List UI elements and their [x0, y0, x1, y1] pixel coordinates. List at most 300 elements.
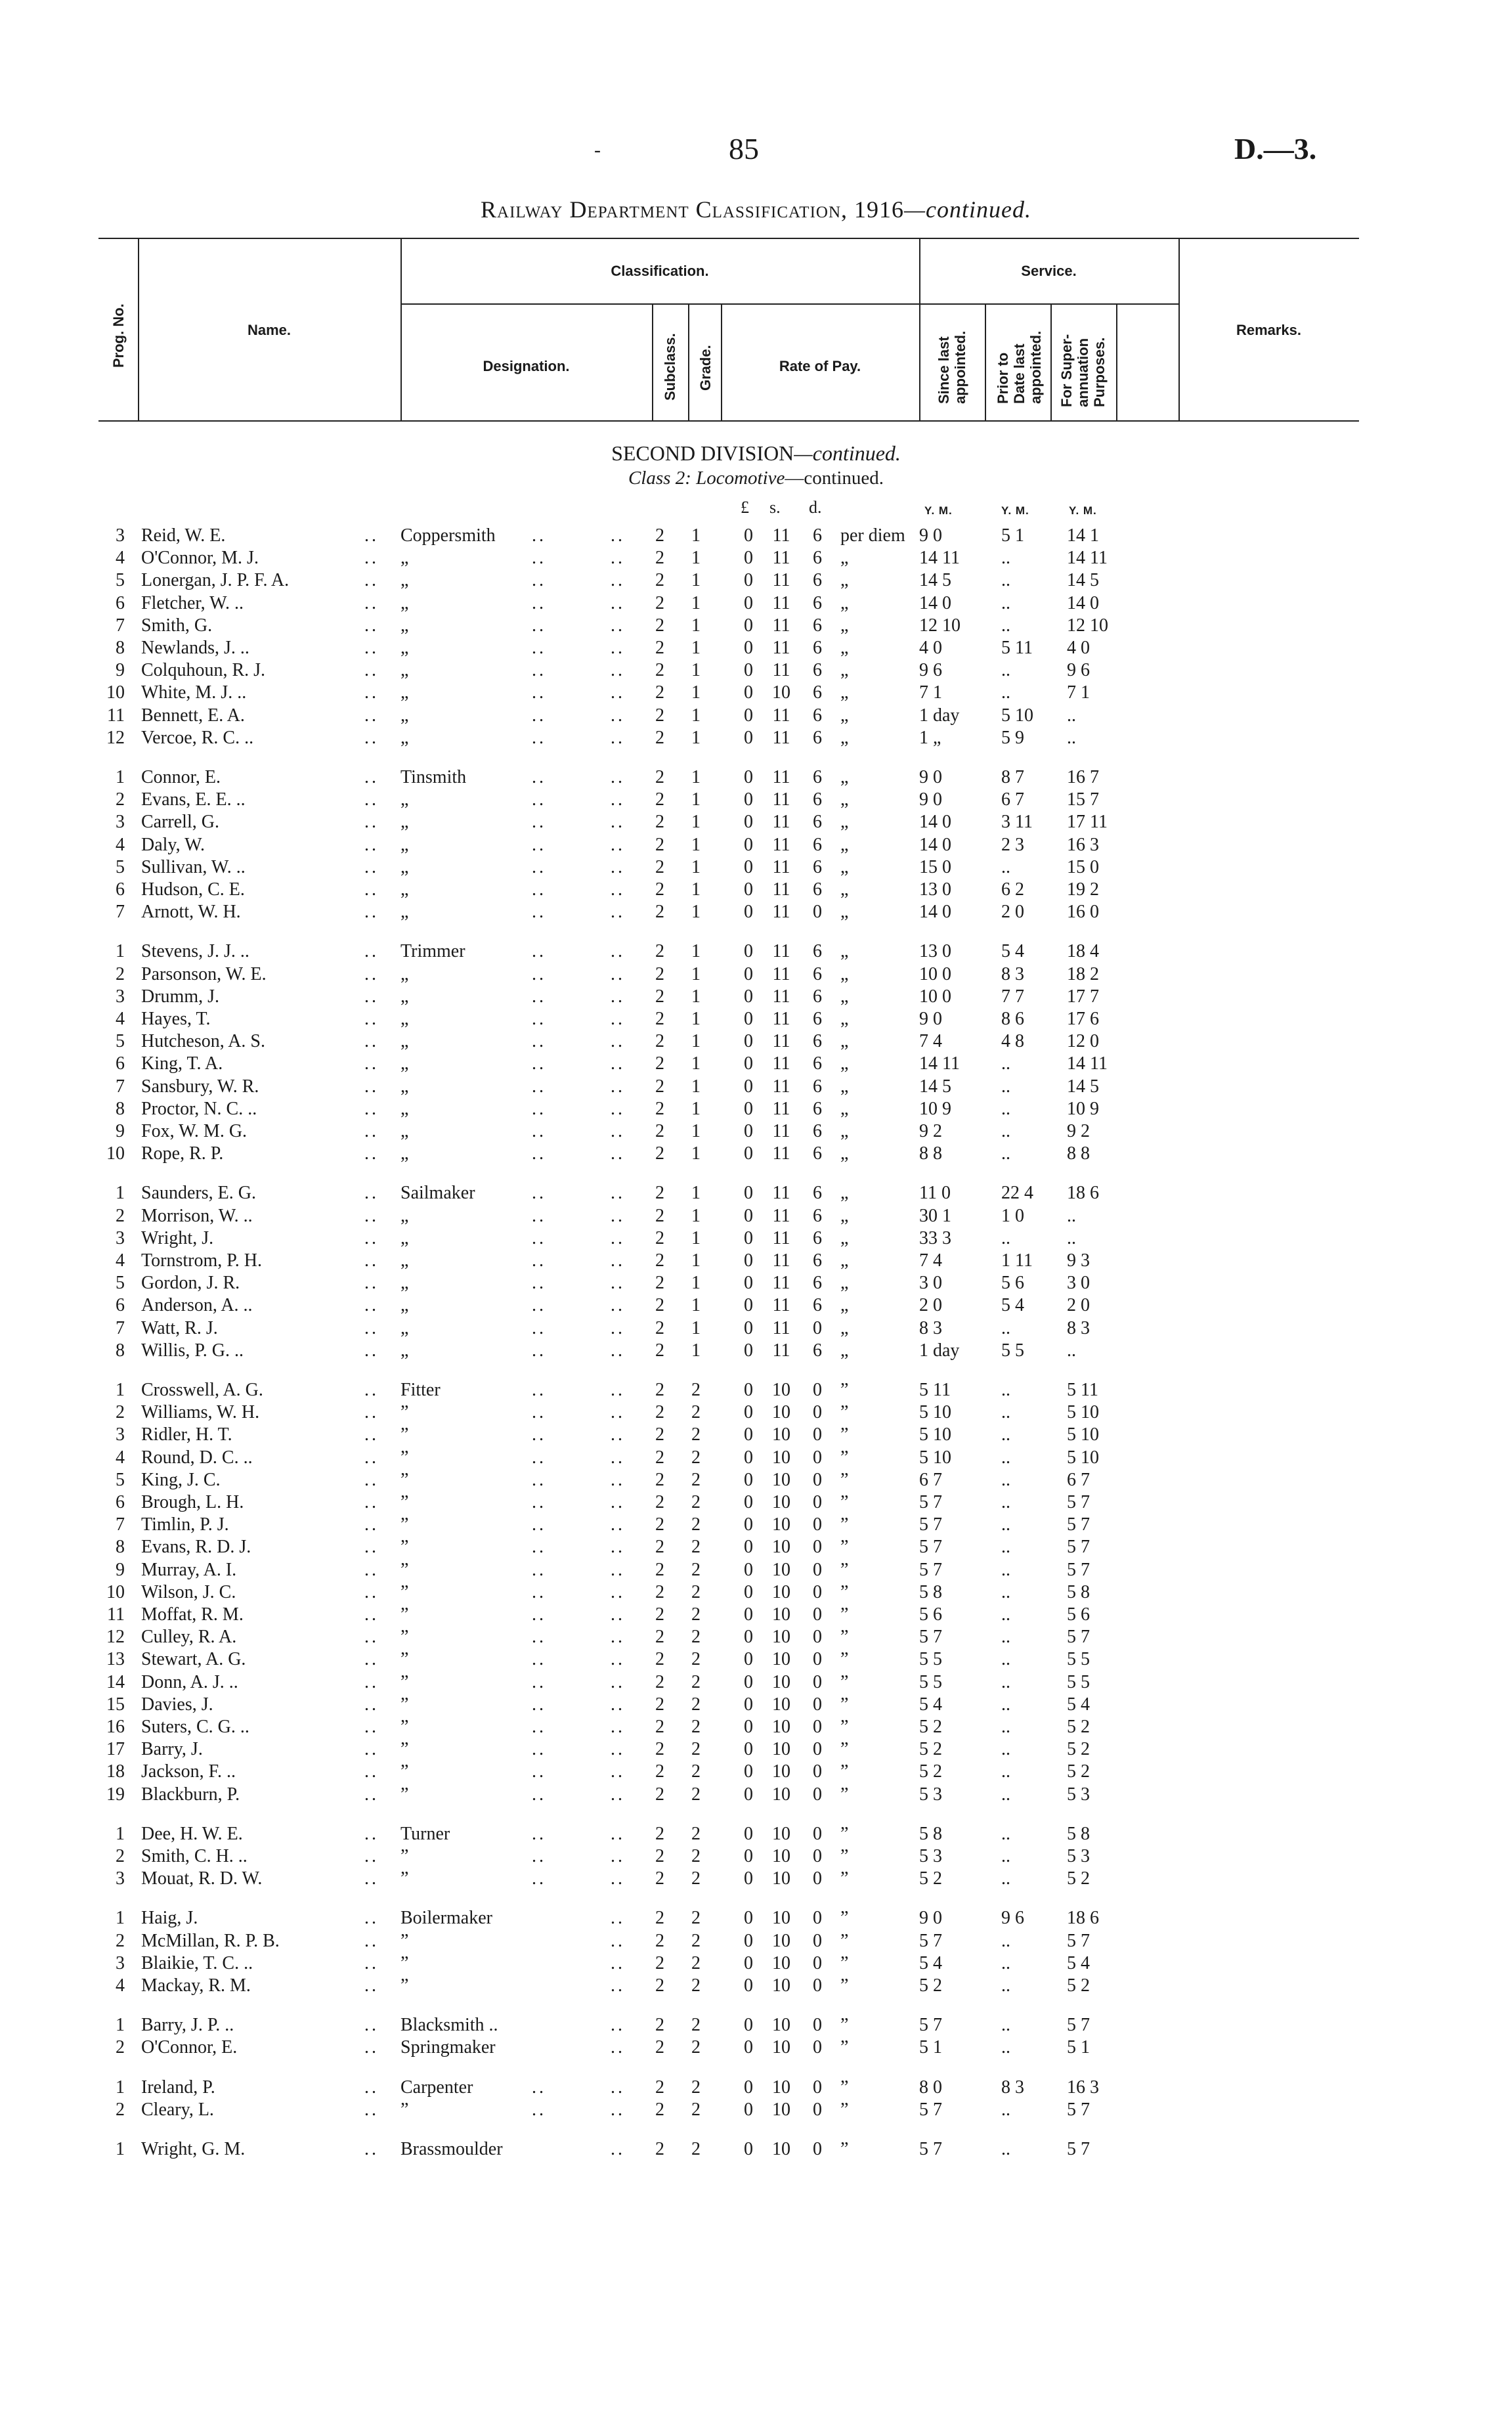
leader-dots: ..	[611, 1908, 625, 1928]
pay-pounds: 0	[744, 902, 753, 922]
leader-dots: ..	[611, 789, 625, 810]
table-row	[0, 1340, 1512, 1363]
prog-no: 16	[106, 1717, 125, 1737]
pay-pence: 6	[813, 682, 822, 703]
subclass: 2	[655, 1672, 664, 1692]
service-superannuation: ..	[1067, 728, 1076, 748]
subclass: 2	[655, 1560, 664, 1580]
pay-pounds: 0	[744, 1694, 753, 1715]
leader-dots: ..	[532, 638, 546, 658]
table-row	[0, 2015, 1512, 2037]
table-row	[0, 941, 1512, 963]
table-row	[0, 638, 1512, 660]
pay-pounds: 0	[744, 2077, 753, 2098]
leader-dots: ..	[532, 1694, 546, 1715]
subclass: 2	[655, 1868, 664, 1889]
pay-unit: ”	[840, 1402, 849, 1422]
leader-dots: ..	[611, 1228, 625, 1248]
prog-no: 8	[116, 1537, 125, 1557]
designation: ”	[400, 1560, 409, 1580]
pay-pence: 6	[813, 941, 822, 961]
service-since-last: 5 2	[919, 1868, 942, 1889]
pay-pence: 0	[813, 1953, 822, 1973]
pay-shillings: 11	[772, 812, 790, 832]
service-prior: ..	[1001, 1649, 1010, 1669]
leader-dots: ..	[364, 1121, 379, 1141]
pay-shillings: 11	[772, 941, 790, 961]
leader-dots: ..	[532, 1318, 546, 1338]
leader-dots: ..	[611, 1340, 625, 1361]
leader-dots: ..	[532, 593, 546, 613]
leader-dots: ..	[364, 1931, 379, 1951]
employee-name: Jackson, F. ..	[141, 1761, 236, 1782]
pay-shillings: 11	[772, 1228, 790, 1248]
pay-pence: 6	[813, 879, 822, 900]
grade: 1	[691, 902, 701, 922]
pay-pence: 6	[813, 660, 822, 680]
prog-no: 7	[116, 615, 125, 636]
employee-name: Arnott, W. H.	[141, 902, 241, 922]
leader-dots: ..	[532, 1824, 546, 1844]
subclass: 2	[655, 615, 664, 636]
employee-name: Watt, R. J.	[141, 1318, 218, 1338]
service-superannuation: 10 9	[1067, 1099, 1099, 1119]
service-prior: 8 3	[1001, 964, 1024, 984]
designation: „	[400, 857, 409, 877]
leader-dots: ..	[364, 1295, 379, 1315]
col-grade: Grade.	[697, 345, 714, 391]
pay-unit: ”	[840, 1447, 849, 1468]
pay-pence: 0	[813, 1424, 822, 1445]
table-row	[0, 1424, 1512, 1447]
leader-dots: ..	[532, 1206, 546, 1226]
service-superannuation: 8 3	[1067, 1318, 1090, 1338]
pay-pounds: 0	[744, 1975, 753, 1996]
service-superannuation: 8 8	[1067, 1143, 1090, 1164]
pay-unit: „	[840, 1053, 849, 1074]
service-since-last: 5 8	[919, 1582, 942, 1602]
designation: „	[400, 1076, 409, 1097]
subclass: 2	[655, 1953, 664, 1973]
table-row	[0, 660, 1512, 682]
service-prior: ..	[1001, 548, 1010, 568]
leader-dots: ..	[611, 1931, 625, 1951]
table-row	[0, 1447, 1512, 1470]
leader-dots: ..	[364, 879, 379, 900]
service-since-last: 8 0	[919, 2077, 942, 2098]
prog-no: 3	[116, 1868, 125, 1889]
pay-unit: ”	[840, 1846, 849, 1866]
pay-shillings: 10	[772, 1672, 790, 1692]
prog-no: 2	[116, 1206, 125, 1226]
leader-dots: ..	[532, 1492, 546, 1512]
leader-dots: ..	[611, 1492, 625, 1512]
leader-dots: ..	[364, 1228, 379, 1248]
pay-pence: 0	[813, 2139, 822, 2159]
pay-shillings: 11	[772, 986, 790, 1007]
pay-shillings: 11	[772, 1250, 790, 1271]
subclass: 2	[655, 1931, 664, 1951]
service-superannuation: 17 11	[1067, 812, 1108, 832]
subclass: 2	[655, 879, 664, 900]
col-remarks: Remarks.	[1236, 322, 1302, 338]
subclass: 2	[655, 857, 664, 877]
pay-unit: ”	[840, 1627, 849, 1647]
service-prior: ..	[1001, 1470, 1010, 1490]
table-row	[0, 902, 1512, 924]
leader-dots: ..	[532, 789, 546, 810]
pay-pounds: 0	[744, 789, 753, 810]
pay-shillings: 10	[772, 682, 790, 703]
prog-no: 4	[116, 1447, 125, 1468]
leader-dots: ..	[532, 660, 546, 680]
service-prior: ..	[1001, 682, 1010, 703]
unit-years-months: Y. M.	[924, 504, 953, 517]
designation: „	[400, 1295, 409, 1315]
table-row	[0, 1560, 1512, 1582]
pay-shillings: 10	[772, 1717, 790, 1737]
pay-pounds: 0	[744, 1846, 753, 1866]
grade: 2	[691, 1694, 701, 1715]
unit-years-months: Y. M.	[1001, 504, 1029, 517]
service-superannuation: 9 3	[1067, 1250, 1090, 1271]
leader-dots: ..	[364, 1582, 379, 1602]
pay-pence: 0	[813, 1514, 822, 1535]
grade: 2	[691, 1784, 701, 1805]
grade: 2	[691, 1975, 701, 1996]
service-prior: ..	[1001, 2015, 1010, 2035]
subclass: 2	[655, 1295, 664, 1315]
service-prior: ..	[1001, 1672, 1010, 1692]
pay-pence: 0	[813, 1649, 822, 1669]
pay-pounds: 0	[744, 638, 753, 658]
employee-name: Davies, J.	[141, 1694, 213, 1715]
grade: 2	[691, 1824, 701, 1844]
table-row	[0, 835, 1512, 857]
employee-name: O'Connor, E.	[141, 2037, 238, 2057]
leader-dots: ..	[532, 1402, 546, 1422]
pay-pounds: 0	[744, 1143, 753, 1164]
prog-no: 14	[106, 1672, 125, 1692]
pay-shillings: 10	[772, 1447, 790, 1468]
service-prior: ..	[1001, 1053, 1010, 1074]
subclass: 2	[655, 1582, 664, 1602]
service-prior: ..	[1001, 660, 1010, 680]
employee-name: Wright, G. M.	[141, 2139, 246, 2159]
prog-no: 11	[107, 1604, 125, 1625]
designation: „	[400, 964, 409, 984]
pay-shillings: 11	[772, 615, 790, 636]
leader-dots: ..	[364, 1784, 379, 1805]
table-row	[0, 1076, 1512, 1099]
pay-pence: 0	[813, 1784, 822, 1805]
unit-shillings: s.	[769, 498, 781, 517]
leader-dots: ..	[611, 1447, 625, 1468]
designation: Boilermaker	[400, 1908, 492, 1928]
table-row	[0, 1250, 1512, 1273]
pay-shillings: 11	[772, 1099, 790, 1119]
service-superannuation: 5 7	[1067, 1537, 1090, 1557]
designation: „	[400, 615, 409, 636]
service-superannuation: 14 1	[1067, 525, 1099, 546]
leader-dots: ..	[611, 638, 625, 658]
grade: 2	[691, 1582, 701, 1602]
service-superannuation: 5 7	[1067, 1931, 1090, 1951]
pay-pence: 6	[813, 789, 822, 810]
leader-dots: ..	[611, 2015, 625, 2035]
subclass: 2	[655, 1228, 664, 1248]
pay-pence: 6	[813, 705, 822, 726]
pay-pounds: 0	[744, 1604, 753, 1625]
pay-shillings: 10	[772, 1649, 790, 1669]
leader-dots: ..	[532, 1340, 546, 1361]
service-since-last: 5 7	[919, 1514, 942, 1535]
col-rate-of-pay: Rate of Pay.	[779, 358, 861, 374]
table-row	[0, 2139, 1512, 2161]
leader-dots: ..	[364, 986, 379, 1007]
table-row	[0, 1761, 1512, 1784]
employee-name: Smith, C. H. ..	[141, 1846, 248, 1866]
employee-name: Williams, W. H.	[141, 1402, 260, 1422]
pay-pence: 6	[813, 1250, 822, 1271]
designation: ”	[400, 1537, 409, 1557]
pay-pounds: 0	[744, 812, 753, 832]
pay-pence: 0	[813, 1380, 822, 1400]
table-row	[0, 986, 1512, 1009]
pay-unit: „	[840, 1099, 849, 1119]
table-row	[0, 2037, 1512, 2059]
leader-dots: ..	[532, 1470, 546, 1490]
leader-dots: ..	[611, 1694, 625, 1715]
prog-no: 12	[106, 728, 125, 748]
pay-unit: ”	[840, 1470, 849, 1490]
pay-shillings: 11	[772, 1031, 790, 1051]
employee-name: Brough, L. H.	[141, 1492, 244, 1512]
prog-no: 1	[116, 1908, 125, 1928]
leader-dots: ..	[611, 1953, 625, 1973]
leader-dots: ..	[611, 1402, 625, 1422]
employee-name: Wilson, J. C.	[141, 1582, 236, 1602]
leader-dots: ..	[364, 1424, 379, 1445]
leader-dots: ..	[611, 1295, 625, 1315]
prog-no: 4	[116, 1009, 125, 1029]
pay-unit: ”	[840, 1739, 849, 1759]
pay-unit: ”	[840, 1824, 849, 1844]
prog-no: 9	[116, 1121, 125, 1141]
prog-no: 5	[116, 570, 125, 590]
service-since-last: 5 1	[919, 2037, 942, 2057]
leader-dots: ..	[532, 1537, 546, 1557]
service-prior: 5 9	[1001, 728, 1024, 748]
employee-name: Saunders, E. G.	[141, 1183, 256, 1203]
service-prior: ..	[1001, 1975, 1010, 1996]
leader-dots: ..	[364, 1627, 379, 1647]
service-superannuation: 5 8	[1067, 1824, 1090, 1844]
leader-dots: ..	[611, 660, 625, 680]
pay-shillings: 10	[772, 1380, 790, 1400]
prog-no: 5	[116, 1470, 125, 1490]
service-since-last: 5 7	[919, 1492, 942, 1512]
employee-name: Fletcher, W. ..	[141, 593, 244, 613]
leader-dots: ..	[611, 1537, 625, 1557]
pay-shillings: 10	[772, 1694, 790, 1715]
leader-dots: ..	[532, 1582, 546, 1602]
leader-dots: ..	[611, 1604, 625, 1625]
pay-pounds: 0	[744, 1053, 753, 1074]
leader-dots: ..	[532, 1076, 546, 1097]
leader-dots: ..	[364, 1250, 379, 1271]
service-since-last: 7 4	[919, 1031, 942, 1051]
pay-shillings: 11	[772, 1340, 790, 1361]
subclass: 2	[655, 1739, 664, 1759]
leader-dots: ..	[364, 1672, 379, 1692]
pay-shillings: 10	[772, 1582, 790, 1602]
service-prior: ..	[1001, 1604, 1010, 1625]
designation: „	[400, 789, 409, 810]
prog-no: 8	[116, 638, 125, 658]
employee-name: Blackburn, P.	[141, 1784, 240, 1805]
pay-unit: „	[840, 902, 849, 922]
grade: 2	[691, 1953, 701, 1973]
pay-unit: „	[840, 682, 849, 703]
subclass: 2	[655, 986, 664, 1007]
pay-pounds: 0	[744, 2100, 753, 2120]
service-superannuation: 18 2	[1067, 964, 1099, 984]
pay-unit: „	[840, 1031, 849, 1051]
subclass: 2	[655, 682, 664, 703]
pay-pounds: 0	[744, 1908, 753, 1928]
service-prior: ..	[1001, 1380, 1010, 1400]
grade: 2	[691, 1560, 701, 1580]
leader-dots: ..	[364, 2037, 379, 2057]
employee-name: Proctor, N. C. ..	[141, 1099, 257, 1119]
pay-unit: ”	[840, 1761, 849, 1782]
pay-shillings: 11	[772, 835, 790, 855]
leader-dots: ..	[611, 1975, 625, 1996]
service-superannuation: 14 11	[1067, 1053, 1108, 1074]
employee-name: Culley, R. A.	[141, 1627, 237, 1647]
pay-pounds: 0	[744, 1824, 753, 1844]
leader-dots: ..	[611, 879, 625, 900]
prog-no: 6	[116, 1295, 125, 1315]
service-superannuation: 9 6	[1067, 660, 1090, 680]
grade: 1	[691, 1076, 701, 1097]
designation: „	[400, 548, 409, 568]
subclass: 2	[655, 525, 664, 546]
subclass: 2	[655, 767, 664, 787]
pay-shillings: 10	[772, 2100, 790, 2120]
leader-dots: ..	[532, 857, 546, 877]
leader-dots: ..	[364, 1761, 379, 1782]
leader-dots: ..	[532, 902, 546, 922]
prog-no: 13	[106, 1649, 125, 1669]
designation: „	[400, 812, 409, 832]
subclass: 2	[655, 1846, 664, 1866]
grade: 2	[691, 1470, 701, 1490]
grade: 2	[691, 2077, 701, 2098]
subclass: 2	[655, 1183, 664, 1203]
service-prior: 5 4	[1001, 941, 1024, 961]
subclass: 2	[655, 2077, 664, 2098]
service-superannuation: 5 10	[1067, 1424, 1099, 1445]
unit-pounds: £	[741, 498, 749, 517]
service-prior: ..	[1001, 570, 1010, 590]
employee-name: Evans, R. D. J.	[141, 1537, 251, 1557]
pay-pence: 0	[813, 1931, 822, 1951]
leader-dots: ..	[364, 1514, 379, 1535]
pay-pounds: 0	[744, 767, 753, 787]
pay-pence: 0	[813, 1470, 822, 1490]
pay-pence: 6	[813, 1143, 822, 1164]
service-superannuation: 16 3	[1067, 2077, 1099, 2098]
grade: 2	[691, 1908, 701, 1928]
service-prior: ..	[1001, 2139, 1010, 2159]
employee-name: Barry, J. P. ..	[141, 2015, 234, 2035]
leader-dots: ..	[364, 1099, 379, 1119]
service-prior: 2 3	[1001, 835, 1024, 855]
service-since-last: 5 3	[919, 1784, 942, 1805]
grade: 2	[691, 2037, 701, 2057]
leader-dots: ..	[364, 1053, 379, 1074]
leader-dots: ..	[364, 1183, 379, 1203]
leader-dots: ..	[364, 1824, 379, 1844]
page-title	[0, 196, 1512, 223]
service-prior: 5 6	[1001, 1273, 1024, 1293]
pay-shillings: 10	[772, 1824, 790, 1844]
leader-dots: ..	[364, 1318, 379, 1338]
service-since-last: 14 0	[919, 902, 951, 922]
service-prior: ..	[1001, 593, 1010, 613]
designation: „	[400, 660, 409, 680]
pay-pounds: 0	[744, 615, 753, 636]
pay-shillings: 10	[772, 1931, 790, 1951]
pay-pounds: 0	[744, 941, 753, 961]
designation: „	[400, 1121, 409, 1141]
grade: 2	[691, 2015, 701, 2035]
prog-no: 4	[116, 1975, 125, 1996]
pay-pounds: 0	[744, 1402, 753, 1422]
pay-shillings: 10	[772, 1424, 790, 1445]
service-since-last: 9 2	[919, 1121, 942, 1141]
employee-name: Lonergan, J. P. F. A.	[141, 570, 290, 590]
pay-pounds: 0	[744, 1424, 753, 1445]
prog-no: 4	[116, 548, 125, 568]
subclass: 2	[655, 1402, 664, 1422]
service-superannuation: 5 1	[1067, 2037, 1090, 2057]
table-row	[0, 615, 1512, 638]
col-prior-to-date: Prior to Date last appointed.	[995, 330, 1044, 404]
pay-unit: „	[840, 593, 849, 613]
table-row	[0, 1228, 1512, 1250]
grade: 1	[691, 835, 701, 855]
pay-shillings: 11	[772, 1076, 790, 1097]
pay-pence: 6	[813, 548, 822, 568]
pay-unit: „	[840, 835, 849, 855]
employee-name: Moffat, R. M.	[141, 1604, 244, 1625]
leader-dots: ..	[611, 2139, 625, 2159]
pay-pounds: 0	[744, 728, 753, 748]
grade: 1	[691, 879, 701, 900]
pay-pence: 0	[813, 1672, 822, 1692]
service-since-last: 15 0	[919, 857, 951, 877]
pay-shillings: 10	[772, 1846, 790, 1866]
pay-pounds: 0	[744, 1295, 753, 1315]
leader-dots: ..	[611, 1672, 625, 1692]
designation: ”	[400, 1761, 409, 1782]
pay-pounds: 0	[744, 1031, 753, 1051]
service-since-last: 5 6	[919, 1604, 942, 1625]
subclass: 2	[655, 705, 664, 726]
